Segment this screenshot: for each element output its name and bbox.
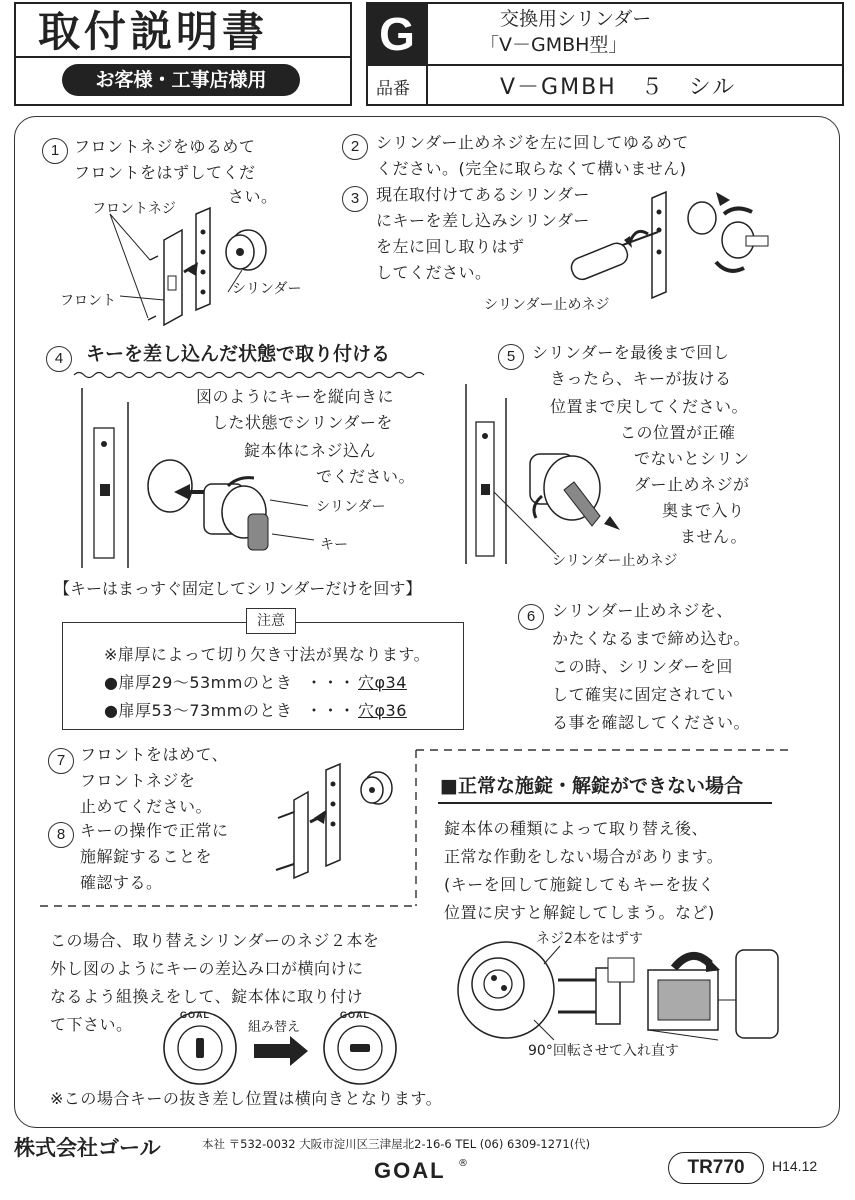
step-5-line-8: ません。	[680, 527, 747, 546]
step-5-line-5: でないとシリン	[634, 449, 750, 468]
note-line-1: ※扉厚によって切り欠き寸法が異なります。	[104, 645, 431, 664]
step-8-number: 8	[48, 822, 74, 848]
step-2-line-2: ください。(完全に取らなくて構いません)	[376, 159, 687, 178]
step-3-diagram	[560, 190, 800, 310]
step-1-label-cylinder: シリンダー	[232, 281, 302, 297]
trouble-label-remove-screws: ネジ2本をはずす	[536, 931, 643, 947]
doc-code-badge: TR770	[668, 1152, 764, 1184]
step-4-heading: キーを差し込んだ状態で取り付ける	[86, 343, 391, 365]
note-row-2-label: ●扉厚53～73mmのとき	[104, 701, 293, 720]
cylinder-face-after	[320, 1008, 400, 1088]
title-divider	[14, 56, 352, 58]
audience-badge: お客様・工事店様用	[62, 64, 300, 96]
step-4-label-key: キー	[320, 537, 348, 553]
step-5-line-4: この位置が正確	[620, 423, 736, 442]
note-row-1-label: ●扉厚29～53mmのとき	[104, 673, 293, 692]
step-7-line-1: フロントをはめて、	[80, 745, 229, 764]
brand-logo: GOAL	[374, 1158, 446, 1183]
step-4-line-4: でください。	[316, 467, 416, 486]
step-3-line-3: を左に回し取りはず	[376, 237, 525, 256]
trouble-line-2: 正常な作動をしない場合があります。	[444, 847, 724, 866]
trouble-body-line-1: この場合、取り替えシリンダーのネジ２本を	[50, 931, 380, 950]
note-title: 注意	[246, 608, 296, 634]
trouble-footnote: ※この場合キーの抜き差し位置は横向きとなります。	[50, 1089, 443, 1108]
step-1-line-2: フロントをはずしてくだ	[74, 163, 256, 182]
note-row-1-value: 穴φ34	[358, 673, 407, 692]
step-5-line-2: きったら、キーが抜ける	[550, 369, 732, 388]
step-4-line-3: 錠本体にネジ込ん	[244, 441, 377, 460]
step-6-line-5: る事を確認してください。	[552, 713, 751, 732]
trouble-body-line-3: なるよう組換えをして、錠本体に取り付け	[50, 987, 364, 1006]
step-8-line-3: 確認する。	[80, 873, 163, 892]
logo-g-letter: G	[379, 8, 415, 60]
part-number: V－GMBH ５ シル	[500, 75, 737, 100]
step-3-number: 3	[342, 186, 368, 212]
step-2-line-1: シリンダー止めネジを左に回してゆるめて	[376, 133, 689, 152]
product-line-1: 交換用シリンダー	[500, 8, 652, 30]
step-6-number: 6	[518, 604, 544, 630]
step-3-line-4: してください。	[376, 263, 492, 282]
step-7-line-2: フロントネジを	[80, 771, 196, 790]
step-6-line-2: かたくなるまで締め込む。	[552, 629, 751, 648]
company-name: 株式会社ゴール	[14, 1136, 161, 1160]
step-4-line-1: 図のようにキーを縦向きに	[196, 387, 395, 406]
trouble-line-3: (キーを回して施錠してもキーを抜く	[444, 875, 715, 894]
note-bracket-heading: 【キーはまっすぐ固定してシリンダーだけを回す】	[54, 579, 422, 598]
step-4-line-2: した状態でシリンダーを	[212, 413, 393, 432]
step-4-label-cylinder: シリンダー	[316, 499, 386, 515]
swap-arrow-icon	[254, 1036, 314, 1066]
step-5-line-3: 位置まで戻してください。	[550, 397, 749, 416]
step-8-line-1: キーの操作で正常に	[80, 821, 229, 840]
dashed-section-divider	[0, 744, 855, 914]
step-3-label-cylinder-screw: シリンダー止めネジ	[484, 297, 610, 313]
company-address: 本社 〒532-0032 大阪市淀川区三津屋北2-16-6 TEL (06) 6309-1271(代)	[202, 1137, 591, 1151]
step-5-line-1: シリンダーを最後まで回し	[532, 343, 730, 362]
step-3-line-2: にキーを差し込みシリンダー	[376, 211, 590, 230]
step-3-line-1: 現在取付けてあるシリンダー	[376, 185, 590, 204]
step-4-wavy-underline	[74, 370, 434, 380]
note-row-2-dots: ・・・	[306, 701, 356, 720]
step-6-line-4: して確実に固定されてい	[552, 685, 734, 704]
step-6-line-1: シリンダー止めネジを、	[552, 601, 733, 620]
cylinder-face-after-text: GOAL	[340, 1010, 370, 1020]
trouble-body-line-4: て下さい。	[50, 1015, 133, 1034]
step-5-line-6: ダー止めネジが	[634, 475, 750, 494]
part-label: 品番	[376, 79, 410, 99]
swap-label: 組み替え	[248, 1020, 301, 1035]
revision: H14.12	[772, 1158, 818, 1174]
step-5-number: 5	[498, 344, 524, 370]
step-1-diagram	[60, 200, 330, 330]
trouble-underline	[438, 802, 772, 804]
step-1-label-front-screw: フロントネジ	[92, 201, 176, 217]
brand-registered-mark: ®	[458, 1158, 468, 1169]
trouble-body-line-2: 外し図のようにキーの差込み口が横向けに	[50, 959, 364, 978]
step-7-number: 7	[48, 748, 74, 774]
step-5-diagram	[460, 384, 660, 564]
step-1-line-3: さい。	[228, 187, 278, 206]
cylinder-face-before-text: GOAL	[180, 1010, 210, 1020]
trouble-line-4: 位置に戻すと解錠してしまう。など)	[444, 903, 715, 922]
step-8-line-2: 施解錠することを	[80, 847, 213, 866]
page-title: 取付説明書	[38, 7, 269, 56]
step-1-number: 1	[42, 138, 68, 164]
product-line-2: 「V－GMBH型」	[480, 34, 628, 56]
trouble-line-1: 錠本体の種類によって取り替え後、	[444, 819, 709, 838]
step-5-label-cylinder-screw: シリンダー止めネジ	[552, 553, 678, 569]
note-row-2-value: 穴φ36	[358, 701, 407, 720]
step-2-number: 2	[342, 134, 368, 160]
cylinder-face-before	[160, 1008, 240, 1088]
step-7-line-3: 止めてください。	[80, 797, 213, 816]
step-4-number: 4	[46, 346, 72, 372]
step-6-line-3: この時、シリンダーを回	[552, 657, 733, 676]
step-1-line-1: フロントネジをゆるめて	[74, 137, 256, 156]
trouble-heading: ■正常な施錠・解錠ができない場合	[440, 775, 743, 797]
header	[0, 0, 855, 112]
note-row-1-dots: ・・・	[306, 673, 356, 692]
step-5-line-7: 奥まで入り	[662, 501, 745, 520]
trouble-label-rotate: 90°回転させて入れ直す	[528, 1043, 679, 1059]
step-1-label-front: フロント	[60, 293, 116, 309]
